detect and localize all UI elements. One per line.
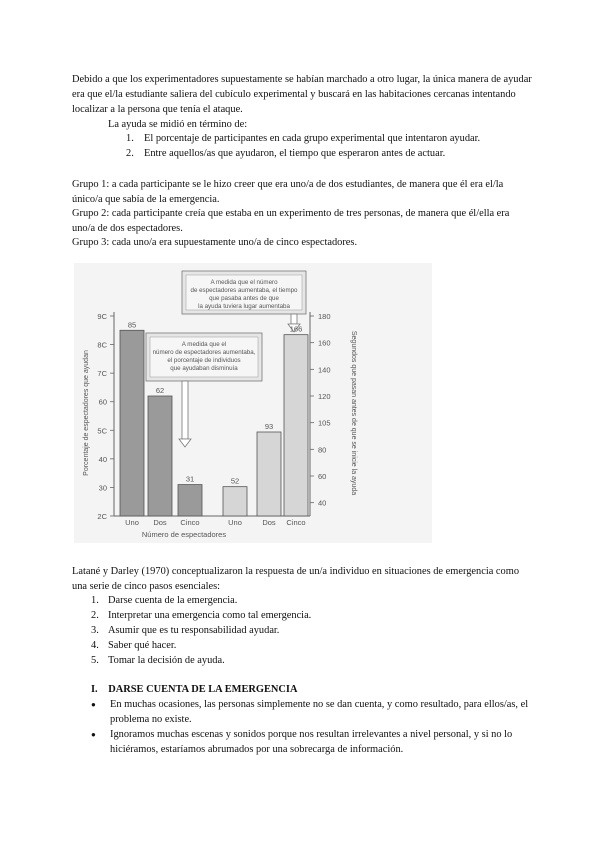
y2-tick-label: 80 [318,445,327,455]
bar [284,335,308,516]
data-label: 52 [230,476,240,486]
annotation-time-line-2: de espectadores aumentaba, el tiempo [190,287,298,294]
bar [223,487,247,516]
x-tick-label: Cinco [286,518,306,527]
section-heading [91,682,551,697]
list-item: 3. Asumir que es tu responsabilidad ayudar. [91,625,280,636]
annotation-percent-line-2: número de espectadores aumentaba, [152,349,256,356]
data-label: 62 [155,386,165,395]
y2-tick-label: 140 [318,365,331,375]
annotation-percent-line-3: el porcentaje de individuos [167,357,241,364]
data-label: 93 [264,422,274,431]
annotation-percent-line-4: que ayudaban disminuía [170,365,238,372]
bar [120,330,144,516]
y-tick-label: 40 [98,454,107,464]
group-2: Grupo 2: cada participante creía que estaba en un experimento de tres personas, de manera que él/ella era uno/a de dos espectadores. [72,208,510,234]
list-item: 4. Saber qué hacer. [91,640,177,651]
measure-lead: La ayuda se midió en término de: [108,119,248,130]
annotation-percent-line-1: A medida que el [181,341,227,348]
bar [178,485,202,516]
data-label: 85 [127,320,137,330]
data-label: 31 [185,474,195,484]
y-tick-label: 7C [97,369,107,379]
section-number: I. [91,684,98,695]
x-tick-label: Dos [262,518,276,527]
y2-tick-label: 105 [318,418,331,428]
y2-tick-label: 40 [318,498,327,508]
annotation-time [182,271,306,332]
y-tick-label: 5C [97,426,107,436]
x-tick-label: Uno [125,518,139,527]
annotation-time-line-4: la ayuda tuviera lugar aumentaba [198,303,290,310]
y-tick-label: 60 [98,397,107,407]
x-tick-label: Cinco [180,518,200,527]
y2-tick-label: 120 [318,392,331,401]
y-tick-label: 9C [97,312,107,321]
intro-paragraph: Debido a que los experimentadores supuestamente se habían marchado a otro lugar, la única manera de ayudar era que el/la estudiante saliera del cubículo experimental y buscará en las habitaciones cercanas intentando localizar a la persona que tenía el ataque. [72,74,532,115]
group-3: Grupo 3: cada uno/a era supuestamente uno/a de cinco espectadores. [72,237,358,248]
data-label: 166 [289,324,303,334]
list-item: 2. Entre aquellos/as que ayudaron, el tiempo que esperaron antes de actuar. [126,148,446,159]
bar [148,396,172,516]
section-bullets [110,697,536,757]
y2-axis-label: Segundos que pasan antes de que se inicie la ayuda [350,330,357,496]
section-title: DARSE CUENTA DE LA EMERGENCIA [108,684,298,695]
chart-svg [74,263,432,543]
y-tick-label: 8C [97,340,107,350]
y-tick-label: 2C [97,512,107,521]
x-axis-label: Número de espectadores [141,530,227,539]
bystander-chart [74,263,432,543]
annotation-time-line-3: que pasaba antes de que [209,295,279,302]
list-item: 5. Tomar la decisión de ayuda. [91,655,225,666]
list-item: 1. Darse cuenta de la emergencia. [91,595,238,606]
measures-list [126,131,546,161]
latane-paragraph: Latané y Darley (1970) conceptualizaron la respuesta de un/a individuo en situaciones de emergencia como una serie de cinco pasos esenciales: [72,566,520,592]
group-1: Grupo 1: a cada participante se le hizo creer que era uno/a de dos estudiantes, de manera que él era el/la único/a que sabía de la emergencia. [72,179,504,205]
x-tick-label: Dos [153,518,167,527]
list-item: ● En muchas ocasiones, las personas simplemente no se dan cuenta, y como resultado, para ellos/as, el problema no existe. [110,697,536,727]
y2-tick-label: 180 [318,312,331,321]
annotation-time-line-1: A medida que el número [210,279,278,286]
list-item: 1. El porcentaje de participantes en cada grupo experimental que intentaron ayudar. [126,133,481,144]
list-item: ● Ignoramos muchas escenas y sonidos porque nos resultan irrelevantes a nivel personal, y si no lo hiciéramos, estaríamos abrumados por una sobrecarga de información. [110,727,536,757]
x-tick-label: Uno [228,518,242,527]
y2-tick-label: 160 [318,338,331,348]
y-axis-label: Porcentaje de espectadores que ayudan [83,350,90,476]
bar [257,432,281,516]
y-tick-label: 30 [98,483,107,493]
steps-list [91,593,531,668]
list-item: 2. Interpretar una emergencia como tal emergencia. [91,610,312,621]
y2-tick-label: 60 [318,472,327,481]
